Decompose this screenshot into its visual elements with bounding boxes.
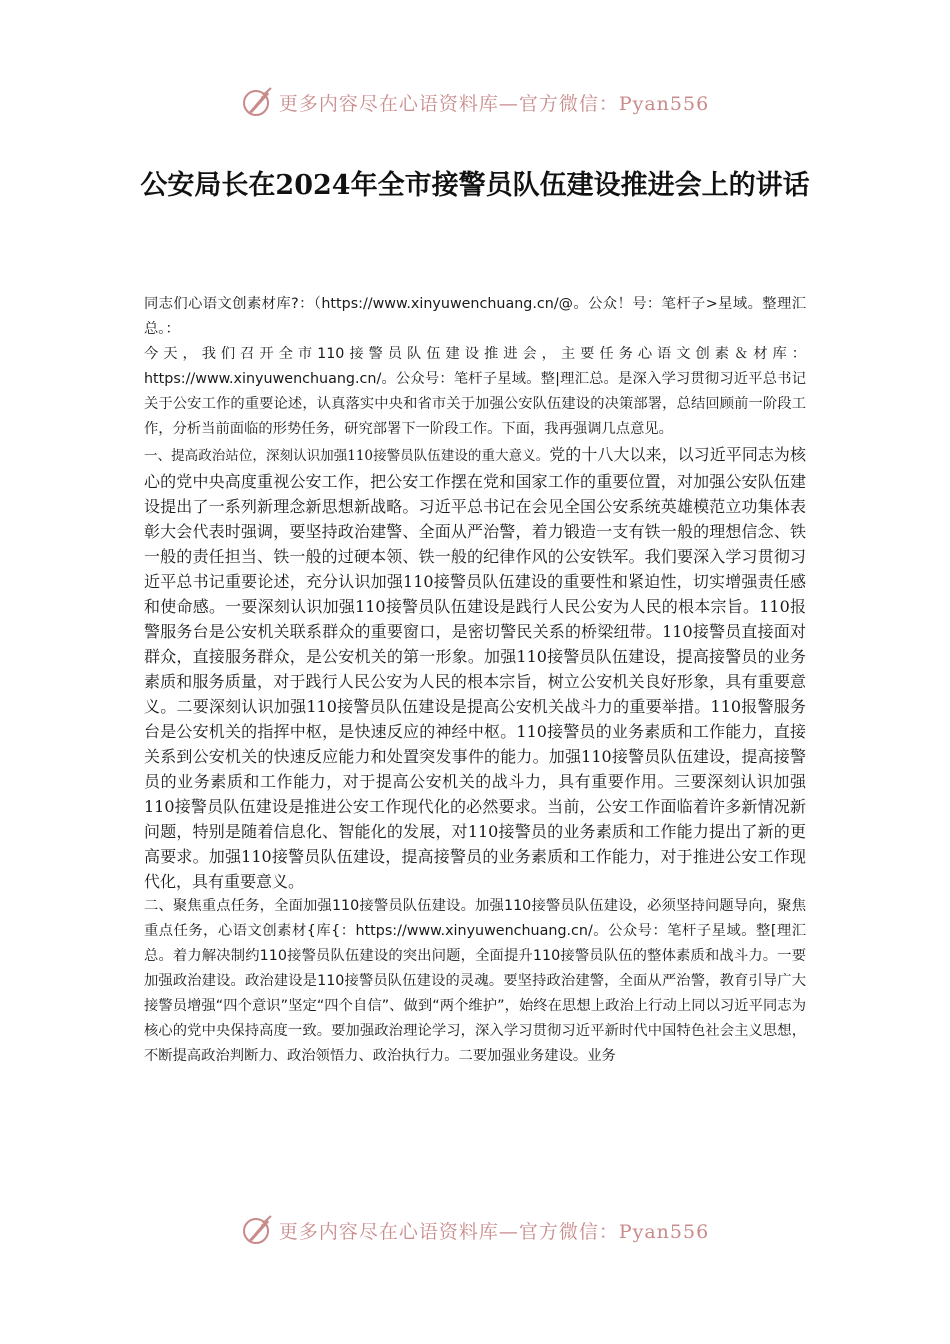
paragraph-section-1 (144, 442, 806, 894)
watermark-text: 更多内容尽在心语资料库—官方微信：Pyan556 (278, 92, 710, 115)
watermark-text: 更多内容尽在心语资料库—官方微信：Pyan556 (278, 1220, 710, 1243)
quill-logo-icon (241, 1213, 275, 1247)
section-1-text: 党的十八大以来，以习近平同志为核心的党中央高度重视公安工作，把公安工作摆在党和国家工作的重要位置，对加强公安队伍建设提出了一系列新理念新思想新战略。习近平总书记在会见全国公安系统英雄模范立功集体表彰大会代表时强调，要坚持政治建警、全面从严治警，着力锻造一支有铁一般的理想信念、铁一般的责任担当、铁一般的过硬本领、铁一般的纪律作风的公安铁军。我们要深入学习贯彻习近平总书记重要论述，充分认识加强110接警员队伍建设的重要性和紧迫性，切实增强责任感和使命感。一要深刻认识加强110接警员队伍建设是践行人民公安为人民的根本宗旨。110报警服务台是公安机关联系群众的重要窗口，是密切警民关系的桥梁纽带。110接警员直接面对群众，直接服务群众，是公安机关的第一形象。加强110接警员队伍建设，提高接警员的业务素质和服务质量，对于践行人民公安为人民的根本宗旨，树立公安机关良好形象，具有重要意义。二要深刻认识加强110接警员队伍建设是提高公安机关战斗力的重要举措。110报警服务台是公安机关的指挥中枢，是快速反应的神经中枢。110接警员的业务素质和工作能力，直接关系到公安机关的快速反应能力和处置突发事件的能力。加强110接警员队伍建设，提高接警员的业务素质和工作能力，对于提高公安机关的战斗力，具有重要作用。三要深刻认识加强110接警员队伍建设是推进公安工作现代化的必然要求。当前，公安工作面临着许多新情况新问题，特别是随着信息化、智能化的发展，对110接警员的业务素质和工作能力提出了新的更高要求。加强110接警员队伍建设，提高接警员的业务素质和工作能力，对于推进公安工作现代化，具有重要意义。 (144, 445, 806, 891)
document-body (144, 292, 806, 1069)
paragraph-section-2: 二、聚焦重点任务，全面加强110接警员队伍建设。加强110接警员队伍建设，必须坚持问题导向，聚焦重点任务，心语文创素材{库{：https://www.xinyuwenchuang.cn/。公众号：笔杆子星域。整[理汇总。着力解决制约110接警员队伍建设的突出问题，全面提升110接警员队伍的整体素质和战斗力。一要加强政治建设。政治建设是110接警员队伍建设的灵魂。要坚持政治建警，全面从严治警，教育引导广大接警员增强“四个意识”坚定“四个自信”、做到“两个维护”，始终在思想上政治上行动上同以习近平同志为核心的党中央保持高度一致。要加强政治理论学习，深入学习贯彻习近平新时代中国特色社会主义思想，不断提高政治判断力、政治领悟力、政治执行力。二要加强业务建设。业务 (144, 898, 806, 1064)
watermark-banner-bottom (0, 1212, 950, 1248)
document-title: 公安局长在2024年全市接警员队伍建设推进会上的讲话 (140, 170, 810, 202)
paragraph-greeting: 同志们心语文创素材库?：（https://www.xinyuwenchuang.cn/@。公众！号：笔杆子>星域。整理汇总。： (144, 296, 806, 337)
section-1-heading: 一、提高政治站位，深刻认识加强110接警员队伍建设的重大意义。 (144, 448, 550, 464)
paragraph-intro: 今天，我们召开全市110接警员队伍建设推进会，主要任务心语文创素＆材库：https://www.xinyuwenchuang.cn/。公众号：笔杆子星域。整|理汇总。是深入学习贯彻习近平总书记关于公安工作的重要论述，认真落实中央和省市关于加强公安队伍建设的决策部署，总结回顾前一阶段工作，分析当前面临的形势任务，研究部署下一阶段工作。下面，我再强调几点意见。 (144, 346, 806, 437)
quill-logo-icon (241, 85, 275, 119)
watermark-banner-top (0, 84, 950, 120)
